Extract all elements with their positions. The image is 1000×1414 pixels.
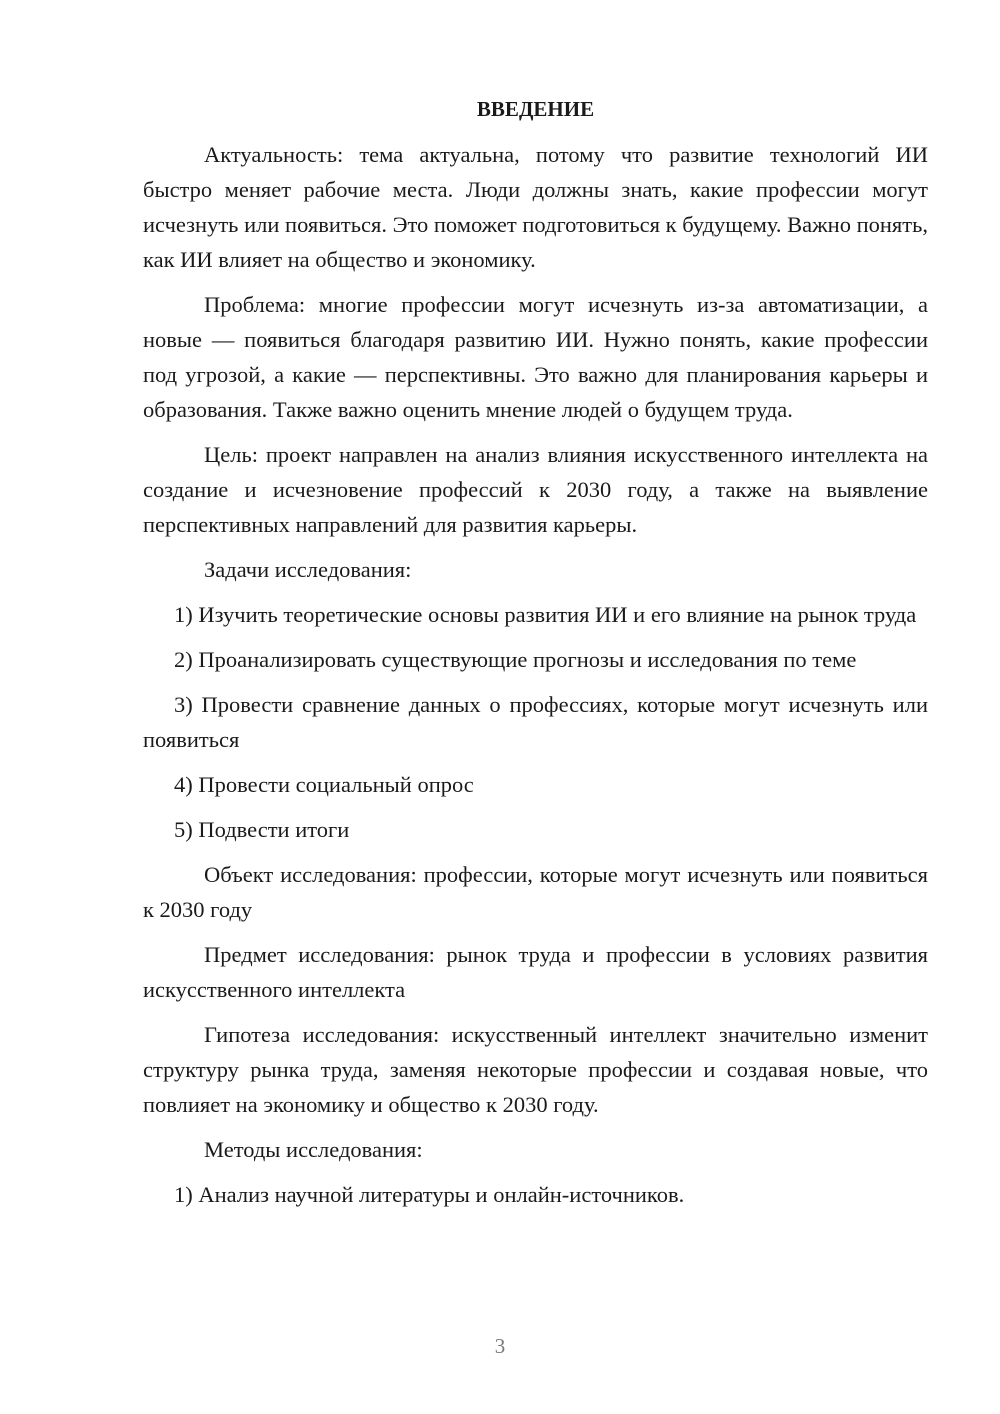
- tasks-heading: Задачи исследования:: [204, 557, 412, 582]
- method-item-1: 1) Анализ научной литературы и онлайн-источников.: [174, 1182, 685, 1207]
- task-item-5: 5) Подвести итоги: [174, 817, 350, 842]
- task-item-4: 4) Провести социальный опрос: [174, 772, 474, 797]
- document-page: [143, 92, 928, 1222]
- subject-paragraph: Предмет исследования: рынок труда и профессии в условиях развития искусственного интеллекта: [143, 942, 928, 1002]
- page-number: 3: [494, 1334, 506, 1358]
- section-title: ВВЕДЕНИЕ: [476, 97, 595, 121]
- task-item-3: 3) Провести сравнение данных о профессиях, которые могут исчезнуть или появиться: [143, 692, 928, 752]
- task-item-1: 1) Изучить теоретические основы развития ИИ и его влияние на рынок труда: [174, 602, 917, 627]
- hypothesis-paragraph: Гипотеза исследования: искусственный интеллект значительно изменит структуру рынка труда, заменяя некоторые профессии и создавая новые, что повлияет на экономику и общество к 2030 году.: [143, 1022, 928, 1117]
- problem-paragraph: Проблема: многие профессии могут исчезнуть из-за автоматизации, а новые — появиться благодаря развитию ИИ. Нужно понять, какие профессии под угрозой, а какие — перспективны. Это важно для планирования карьеры и образования. Также важно оценить мнение людей о будущем труда.: [143, 292, 928, 422]
- goal-paragraph: Цель: проект направлен на анализ влияния искусственного интеллекта на создание и исчезновение профессий к 2030 году, а также на выявление перспективных направлений для развития карьеры.: [143, 442, 928, 537]
- methods-heading: Методы исследования:: [204, 1137, 423, 1162]
- task-item-2: 2) Проанализировать существующие прогнозы и исследования по теме: [174, 647, 857, 672]
- relevance-paragraph: Актуальность: тема актуальна, потому что развитие технологий ИИ быстро меняет рабочие места. Люди должны знать, какие профессии могут исчезнуть или появиться. Это поможет подготовиться к будущему. Важно понять, как ИИ влияет на общество и экономику.: [143, 142, 928, 272]
- object-paragraph: Объект исследования: профессии, которые могут исчезнуть или появиться к 2030 году: [143, 862, 928, 922]
